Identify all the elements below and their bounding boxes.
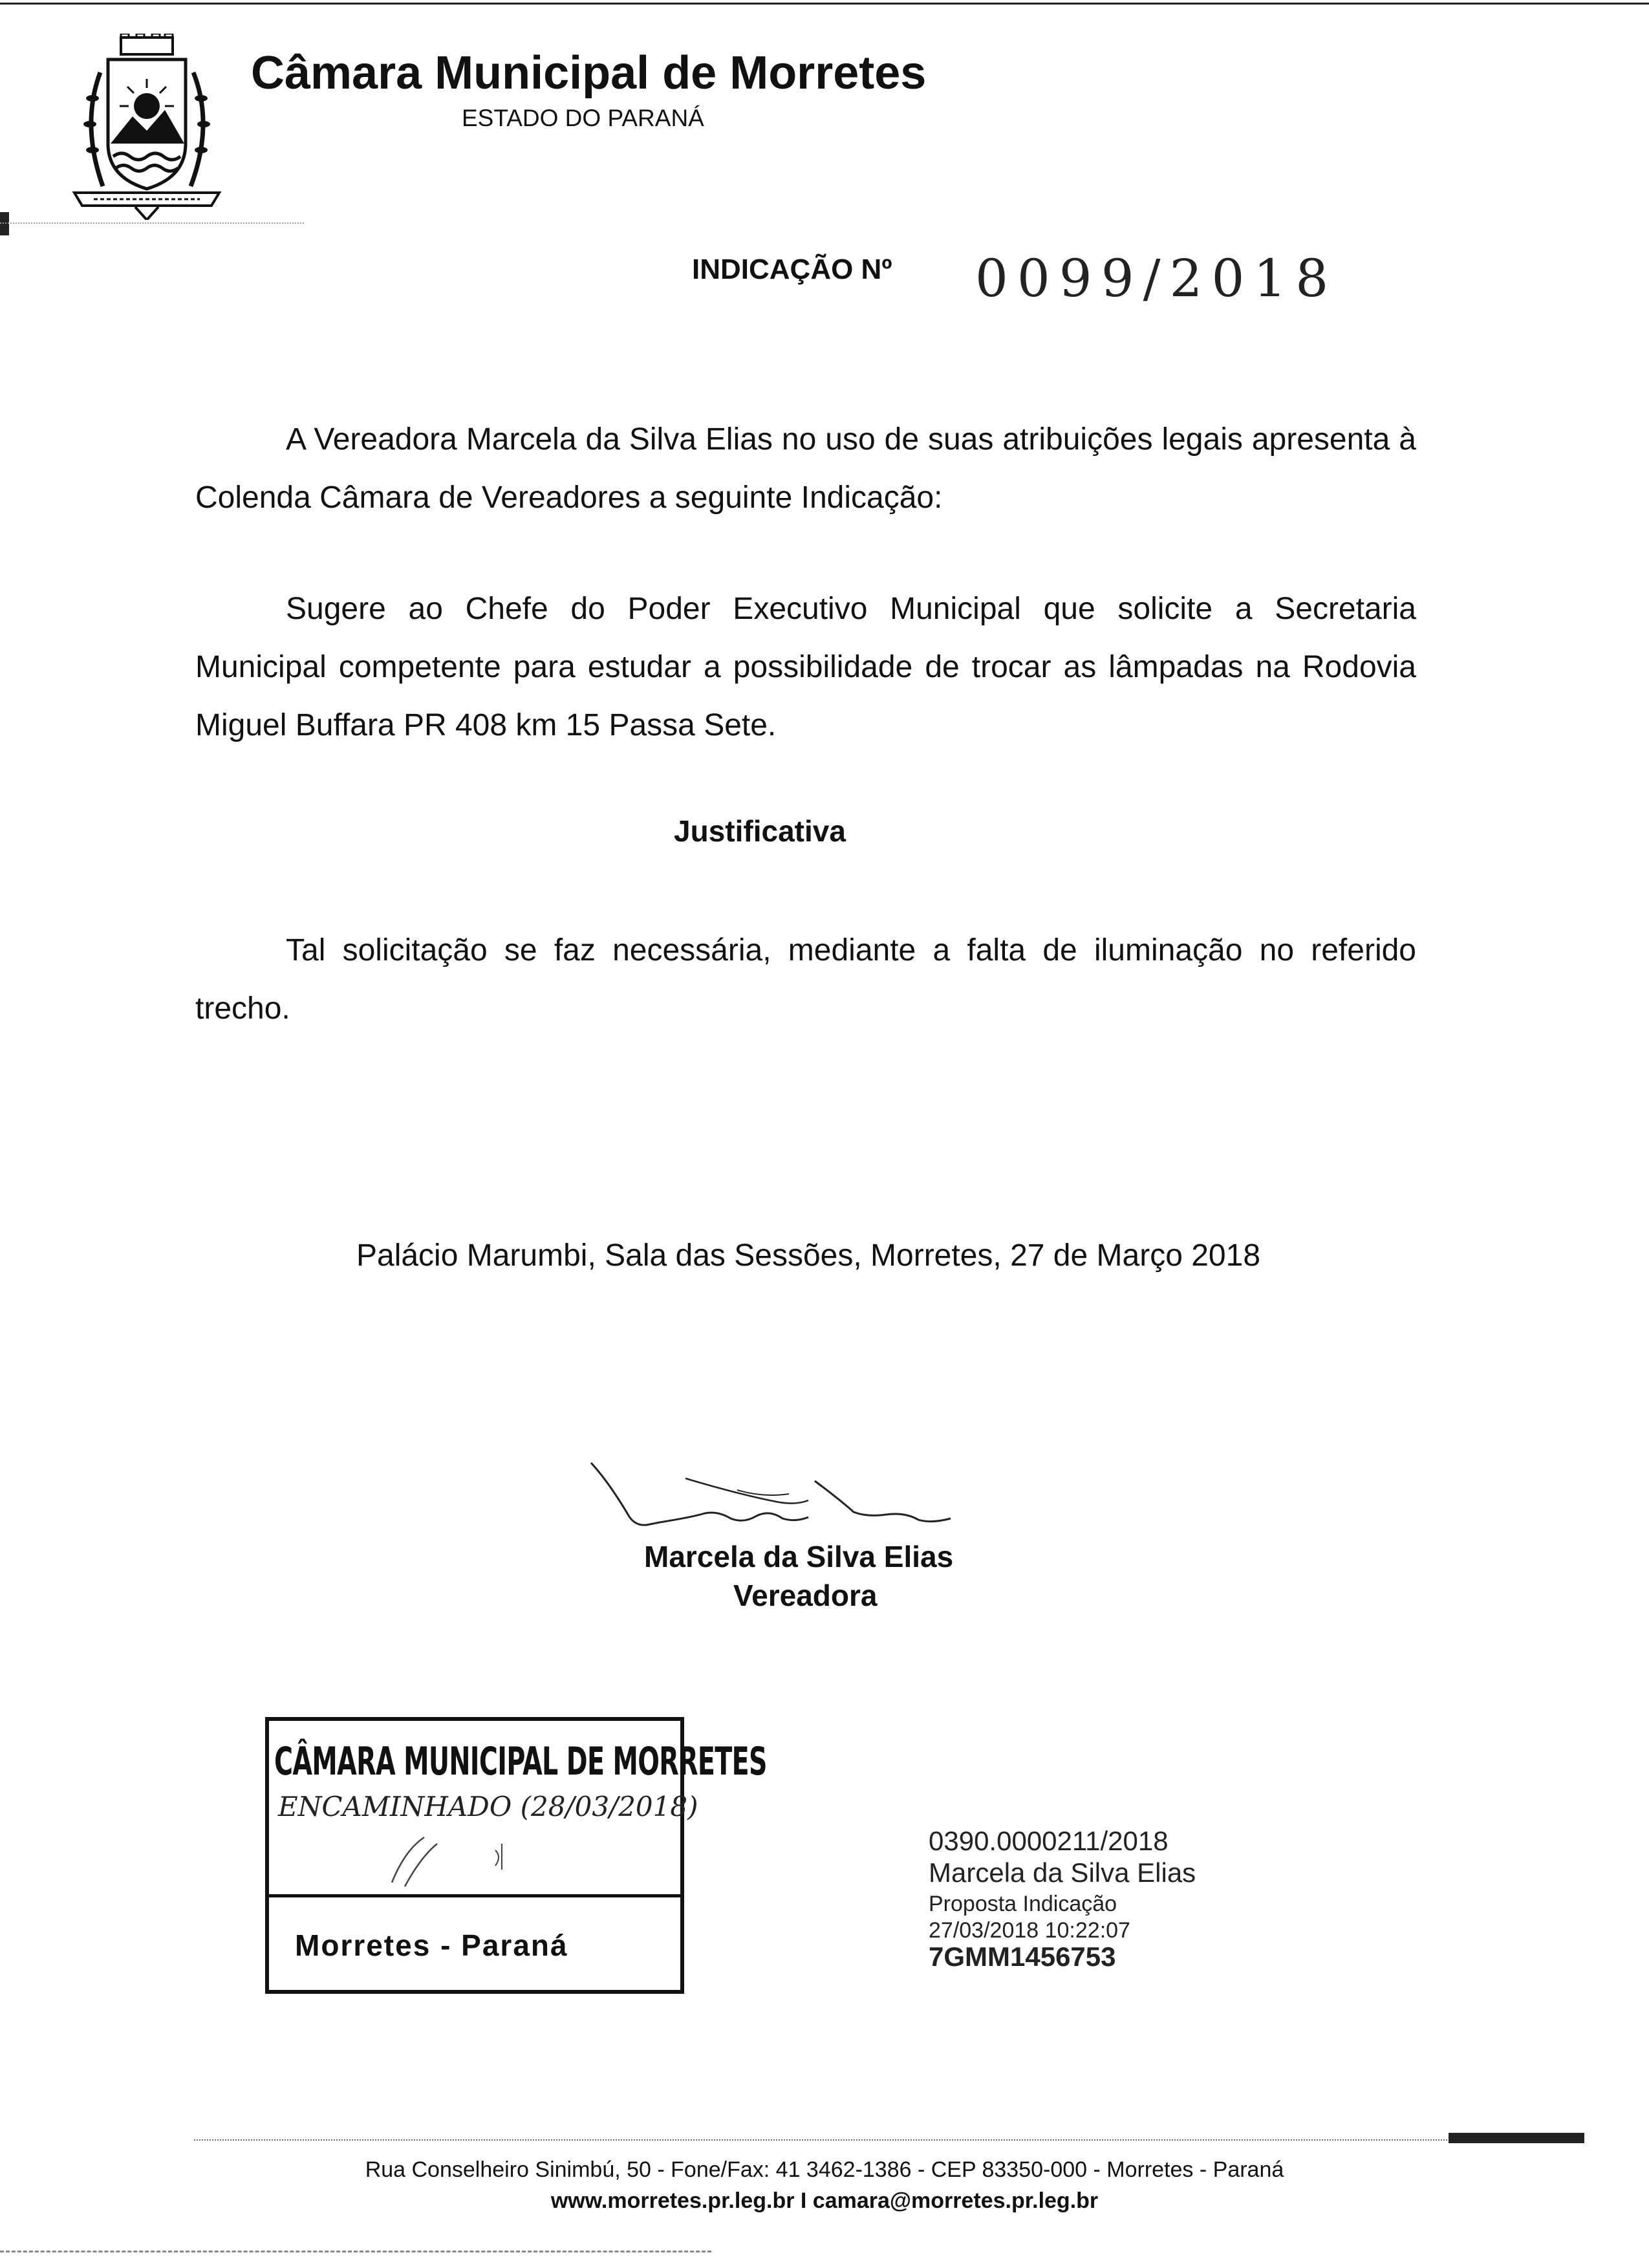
protocol-number: 0390.0000211/2018	[929, 1826, 1169, 1856]
protocol-code: 7GMM1456753	[929, 1941, 1116, 1972]
stamp-initials-scribble	[308, 1824, 566, 1895]
stamp-handwritten-note: ENCAMINHADO (28/03/2018)	[278, 1791, 698, 1822]
stamp-city: Morretes - Paraná	[295, 1928, 568, 1962]
body-paragraph-2: Sugere ao Chefe do Poder Executivo Municipal que solicite a Secretaria Municipal competente para estudar a possibilidade de trocar as lâmpadas na Rodovia Miguel Buffara PR 408 km 15 Passa Sete.	[195, 592, 1416, 742]
stamp-divider	[269, 1894, 680, 1897]
protocol-type: Proposta Indicação	[929, 1892, 1117, 1916]
footer-address: Rua Conselheiro Sinimbú, 50 - Fone/Fax: 41 3462-1386 - CEP 83350-000 - Morretes - Paraná	[365, 2157, 1284, 2182]
protocol-timestamp: 27/03/2018 10:22:07	[929, 1918, 1130, 1943]
reception-stamp	[265, 1717, 767, 1994]
signer-role: Vereadora	[733, 1579, 878, 1612]
protocol-author: Marcela da Silva Elias	[929, 1857, 1196, 1888]
body-paragraph-1: A Vereadora Marcela da Silva Elias no uso de suas atribuições legais apresenta à Colenda Câmara de Vereadores a seguinte Indicação:	[195, 422, 1416, 515]
footer-divider	[194, 2139, 1584, 2142]
scan-artifact-line	[0, 222, 304, 225]
footer-web-contacts: www.morretes.pr.leg.br I camara@morretes.pr.leg.br	[550, 2188, 1099, 2213]
stamp-title: CÂMARA MUNICIPAL DE MORRETES	[274, 1739, 767, 1784]
indicacao-number: 0099/2018	[975, 248, 1338, 308]
justification-heading: Justificativa	[674, 814, 846, 848]
indicacao-label: INDICAÇÃO Nº	[692, 254, 892, 285]
place-date-line: Palácio Marumbi, Sala das Sessões, Morretes, 27 de Março 2018	[356, 1238, 1261, 1273]
scan-artifact-bottom	[0, 2251, 711, 2259]
municipal-crest-icon	[68, 34, 226, 220]
org-subtitle: ESTADO DO PARANÁ	[462, 105, 704, 131]
signature-scribble	[582, 1455, 996, 1546]
scan-artifact-blotch	[1449, 2133, 1584, 2143]
justification-paragraph: Tal solicitação se faz necessária, mediante a falta de iluminação no referido trecho.	[195, 933, 1416, 1026]
org-title: Câmara Municipal de Morretes	[251, 47, 927, 99]
top-border-line	[0, 3, 1649, 5]
signer-name: Marcela da Silva Elias	[644, 1540, 954, 1573]
